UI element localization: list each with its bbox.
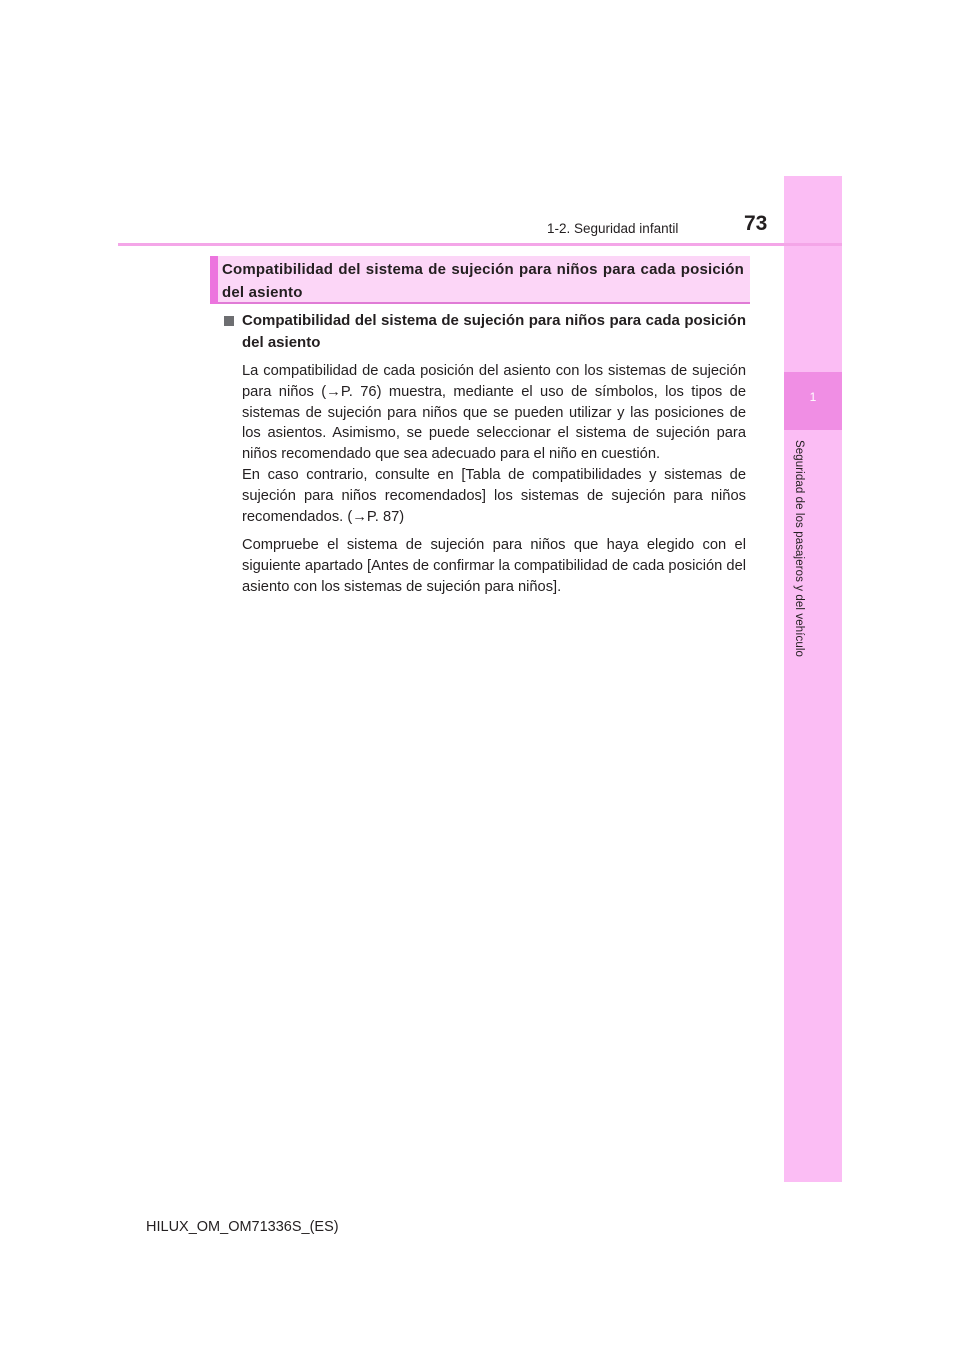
paragraph-1: La compatibilidad de cada posición del asiento con los sistemas de sujeción para niños (→P. 76) muestra, mediante el uso de símbolos, los tipos de sistemas de sujeción para niños que se pueden utilizar y las posiciones de los asientos. Asimismo, se puede seleccionar el sistema de sujeción para niños recomendado que sea adecuado para el niño en cuestión.: [242, 363, 746, 463]
subheading: [224, 310, 746, 354]
paragraph-3: Compruebe el sistema de sujeción para niños que haya elegido con el siguiente apartado [Antes de confirmar la compatibilidad de cada posición del asiento con los sistemas de sujeción para niños].: [242, 537, 746, 595]
chapter-number: 1: [809, 390, 817, 404]
paragraph-2: En caso contrario, consulte en [Tabla de compatibilidades y sistemas de sujeción para niños recomendados] los sistemas de sujeción para niños recomendados. (→P. 87): [242, 467, 746, 525]
page-number: 73: [744, 212, 768, 235]
subheading-text: Compatibilidad del sistema de sujeción para niños para cada posición del asiento: [242, 312, 746, 351]
chapter-title: Seguridad de los pasajeros y del vehículo: [793, 440, 805, 657]
footer-doc-code: HILUX_OM_OM71336S_(ES): [146, 1219, 339, 1235]
section-label: 1-2. Seguridad infantil: [547, 221, 679, 236]
section-heading: Compatibilidad del sistema de sujeción para niños para cada posición del asiento: [222, 261, 744, 301]
header-divider: [118, 243, 842, 246]
square-bullet-icon: [224, 316, 234, 326]
heading-accent-bar: [210, 256, 218, 304]
